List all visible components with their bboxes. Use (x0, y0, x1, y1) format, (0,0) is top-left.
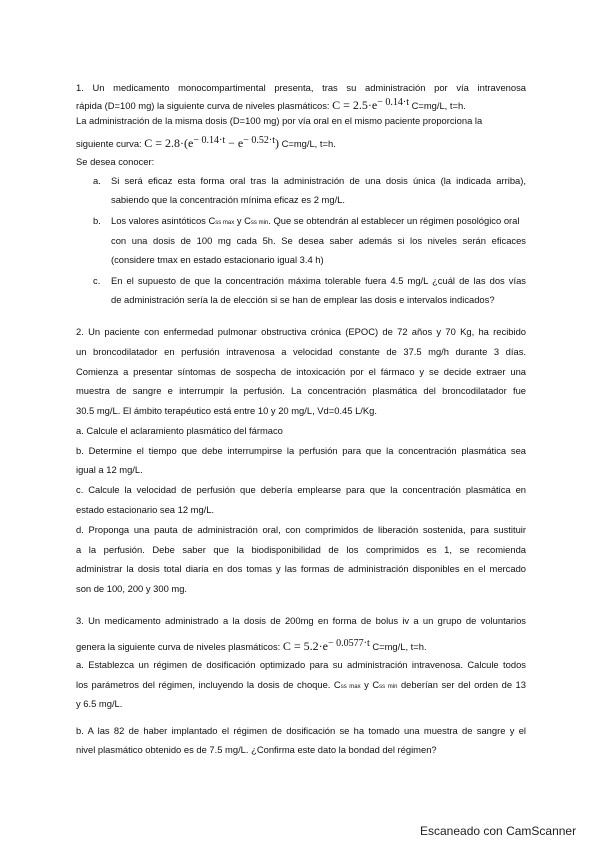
p2-line-1: 2. Un paciente con enfermedad pulmonar obstructiva crónica (EPOC) de 72 años y 70 Kg, ha recibido (76, 326, 526, 337)
p3-item-a-line-3: y 6.5 mg/L. (76, 698, 123, 709)
bolus-equation: $C = 5.2\cdot e^{- 0.0577\cdot t}$ (282, 638, 370, 653)
p1-line-1: 1. Un medicamento monocompartimental presenta, tras su administración por vía intravenosa (76, 82, 526, 93)
p3-item-b-line-2: nivel plasmático obtenido es de 7.5 mg/L. ¿Confirma este dato la bondad del régimen? (76, 744, 437, 755)
p1-item-b-label: b. (93, 215, 101, 226)
p1-line-4 (76, 137, 526, 150)
p3-line-2 (76, 640, 526, 653)
p1-item-b-line-3: (considere tmax en estado estacionario igual 3.4 h) (111, 254, 324, 265)
p2-line-5: 30.5 mg/L. El ámbito terapéutico está entre 10 y 20 mg/L, Vd=0.45 L/Kg. (76, 405, 377, 416)
p1-item-a-line-1: Si será eficaz esta forma oral tras la administración de una dosis única (la indicada arriba), (111, 175, 526, 186)
p2-item-a: a. Calcule el aclaramiento plasmático del fármaco (76, 425, 283, 436)
p3-line-1: 3. Un medicamento administrado a la dosis de 200mg en forma de bolus iv a un grupo de voluntarios (76, 615, 526, 626)
p3-item-a-line-2: los parámetros del régimen, incluyendo la dosis de choque. Css max y Css min deberían ser del orden de 13 (76, 679, 526, 690)
oral-equation: $C = 2.8\cdot(e^{- 0.14\cdot t} - e^{- 0.52\cdot t})$ (144, 135, 279, 150)
p1-item-c-line-2: de administración sería la de elección si se han de emplear las dosis e intervalos indicados? (111, 294, 495, 305)
p1-line-2-text: rápida (D=100 mg) la siguiente curva de niveles plasmáticos: (76, 100, 330, 111)
p1-item-b-line-1: Los valores asintóticos Css max y Css min. Que se obtendrán al establecer un régimen posológico oral (111, 215, 520, 226)
p1-line-2-units: C=mg/L, t=h. (408, 100, 466, 111)
p2-line-2: un broncodilatador en perfusión intravenosa a velocidad constante de 37.5 mg/h durante 3 días. (76, 346, 526, 357)
p2-item-d-line-4: son de 100, 200 y 300 mg. (76, 583, 188, 594)
p1-line-5: Se desea conocer: (76, 156, 155, 167)
p1-item-a-label: a. (93, 175, 101, 186)
p1-line-4-text: siguiente curva: (76, 138, 142, 149)
p2-item-c-line-2: estado estacionario sea 12 mg/L. (76, 504, 215, 515)
iv-equation: $C = 2.5\cdot e^{- 0.14\cdot t}$ (332, 97, 409, 112)
p2-item-d-line-2: a la perfusión. Debe saber que la biodisponibilidad de los comprimidos es 1, se recomienda (76, 544, 526, 555)
p3-item-a-line-1: a. Establezca un régimen de dosificación optimizado para su administración intravenosa. Calcule todos (76, 659, 526, 670)
p1-item-c-line-1: En el supuesto de que la concentración máxima tolerable fuera 4.5 mg/L ¿cuál de las dos vías (111, 275, 526, 286)
p2-line-3: Comienza a presentar síntomas de sospecha de intoxicación por el fármaco y se decide extraer una (76, 366, 526, 377)
p1-item-c-label: c. (93, 275, 101, 286)
p2-item-b-line-2: igual a 12 mg/L. (76, 464, 143, 475)
p2-item-c-line-1: c. Calcule la velocidad de perfusión que debería emplearse para que la concentración plasmática en (76, 484, 526, 495)
p1-line-3: La administración de la misma dosis (D=100 mg) por vía oral en el mismo paciente proporciona la (76, 115, 483, 126)
p1-line-4-units: C=mg/L, t=h. (278, 138, 336, 149)
p3-line-2-text: genera la siguiente curva de niveles plasmáticos: (76, 641, 281, 652)
p3-line-2-units: C=mg/L, t=h. (369, 641, 427, 652)
p1-item-b-line-2: con una dosis de 100 mg cada 5h. Se desea saber además si los niveles serán eficaces (111, 235, 526, 246)
p2-item-d-line-1: d. Proponga una pauta de administración oral, con comprimidos de liberación sostenida, para sustituir (76, 524, 526, 535)
p2-item-d-line-3: administrar la dosis total diaria en dos tomas y las formas de administración disponibles en el mercado (76, 563, 526, 574)
p1-line-2 (76, 99, 526, 112)
camscanner-watermark: Escaneado con CamScanner (420, 824, 577, 838)
p2-line-4: muestra de sangre e interrumpir la perfusión. La concentración plasmática del broncodilatador fue (76, 385, 526, 396)
p1-item-a-line-2: sabiendo que la concentración mínima eficaz es 2 mg/L. (111, 194, 345, 205)
p2-item-b-line-1: b. Determine el tiempo que debe interrumpirse la perfusión para que la concentración plasmática sea (76, 445, 526, 456)
p3-item-b-line-1: b. A las 82 de haber implantado el régimen de dosificación se ha tomado una muestra de sangre y el (76, 725, 526, 736)
